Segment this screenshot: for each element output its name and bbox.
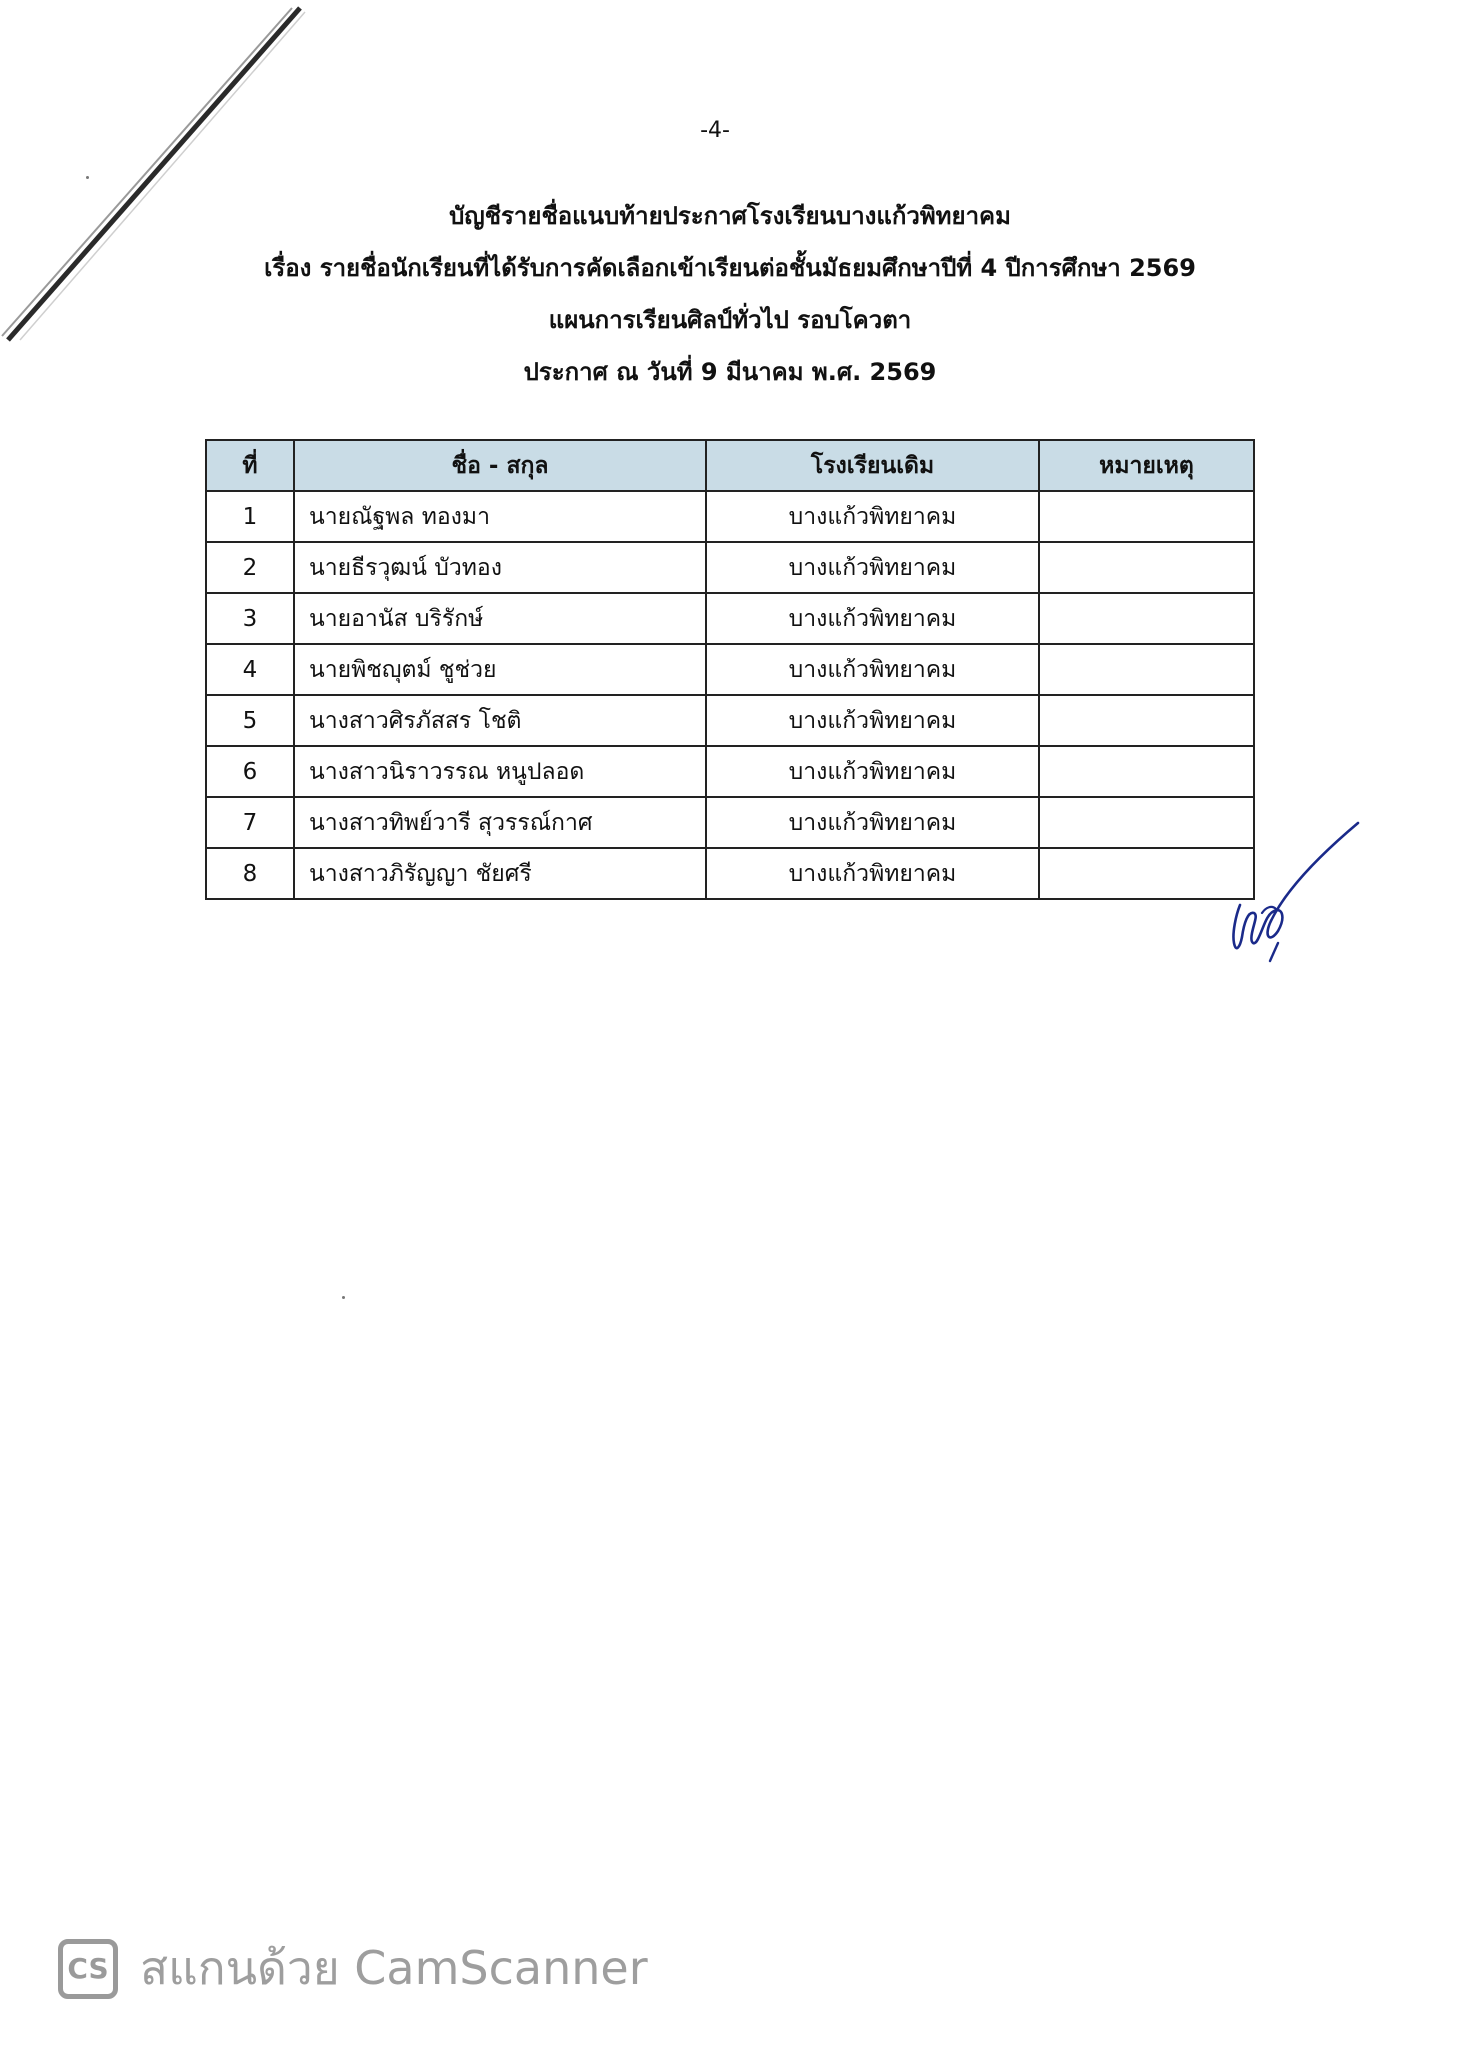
student-name: นางสาวนิราวรรณ หนูปลอด xyxy=(294,746,706,797)
header-title: บัญชีรายชื่อแนบท้ายประกาศโรงเรียนบางแก้วพิทยาคม xyxy=(449,202,1011,230)
table-row xyxy=(206,797,1254,848)
table-row xyxy=(206,542,1254,593)
header-date: ประกาศ ณ วันที่ 9 มีนาคม พ.ศ. 2569 xyxy=(523,358,937,386)
student-name: นางสาวศิรภัสสร โชติ xyxy=(294,695,706,746)
student-name: นายพิชญุตม์ ชูช่วย xyxy=(294,644,706,695)
former-school: บางแก้วพิทยาคม xyxy=(706,746,1039,797)
former-school: บางแก้วพิทยาคม xyxy=(706,644,1039,695)
student-name: นางสาวภิรัญญา ชัยศรี xyxy=(294,848,706,899)
note-cell xyxy=(1039,491,1254,542)
note-cell xyxy=(1039,593,1254,644)
note-cell xyxy=(1039,746,1254,797)
scan-speck xyxy=(86,176,89,179)
row-number: 1 xyxy=(206,491,294,542)
row-number: 2 xyxy=(206,542,294,593)
row-number: 8 xyxy=(206,848,294,899)
column-header-school: โรงเรียนเดิม xyxy=(706,440,1039,491)
former-school: บางแก้วพิทยาคม xyxy=(706,848,1039,899)
student-list-table xyxy=(205,439,1255,900)
former-school: บางแก้วพิทยาคม xyxy=(706,593,1039,644)
former-school: บางแก้วพิทยาคม xyxy=(706,542,1039,593)
note-cell xyxy=(1039,542,1254,593)
former-school: บางแก้วพิทยาคม xyxy=(706,695,1039,746)
student-name: นายณัฐพล ทองมา xyxy=(294,491,706,542)
table-row xyxy=(206,491,1254,542)
row-number: 3 xyxy=(206,593,294,644)
table-row xyxy=(206,695,1254,746)
document-header xyxy=(0,190,1460,398)
scan-speck xyxy=(342,1296,345,1299)
column-header-name: ชื่อ - สกุล xyxy=(294,440,706,491)
handwritten-signature xyxy=(1200,815,1370,965)
camscanner-watermark xyxy=(58,1932,648,2005)
former-school: บางแก้วพิทยาคม xyxy=(706,797,1039,848)
row-number: 5 xyxy=(206,695,294,746)
table-row xyxy=(206,746,1254,797)
watermark-text: สแกนด้วย CamScanner xyxy=(140,1941,648,1995)
table-row xyxy=(206,848,1254,899)
student-name: นายธีรวุฒน์ บัวทอง xyxy=(294,542,706,593)
note-cell xyxy=(1039,695,1254,746)
table-row xyxy=(206,593,1254,644)
row-number: 6 xyxy=(206,746,294,797)
row-number: 4 xyxy=(206,644,294,695)
header-program: แผนการเรียนศิลป์ทั่วไป รอบโควตา xyxy=(548,306,912,334)
student-name: นางสาวทิพย์วารี สุวรรณ์กาศ xyxy=(294,797,706,848)
header-subject: เรื่อง รายชื่อนักเรียนที่ได้รับการคัดเลือกเข้าเรียนต่อชั้นมัธยมศึกษาปีที่ 4 ปีการศึกษา 2569 xyxy=(264,254,1196,282)
table-header-row xyxy=(206,440,1254,491)
table-row xyxy=(206,644,1254,695)
note-cell xyxy=(1039,644,1254,695)
row-number: 7 xyxy=(206,797,294,848)
former-school: บางแก้วพิทยาคม xyxy=(706,491,1039,542)
column-header-no: ที่ xyxy=(206,440,294,491)
student-name: นายอานัส บริรักษ์ xyxy=(294,593,706,644)
page-number: -4- xyxy=(700,118,730,143)
column-header-note: หมายเหตุ xyxy=(1039,440,1254,491)
camscanner-logo-icon: CS xyxy=(58,1939,118,1999)
